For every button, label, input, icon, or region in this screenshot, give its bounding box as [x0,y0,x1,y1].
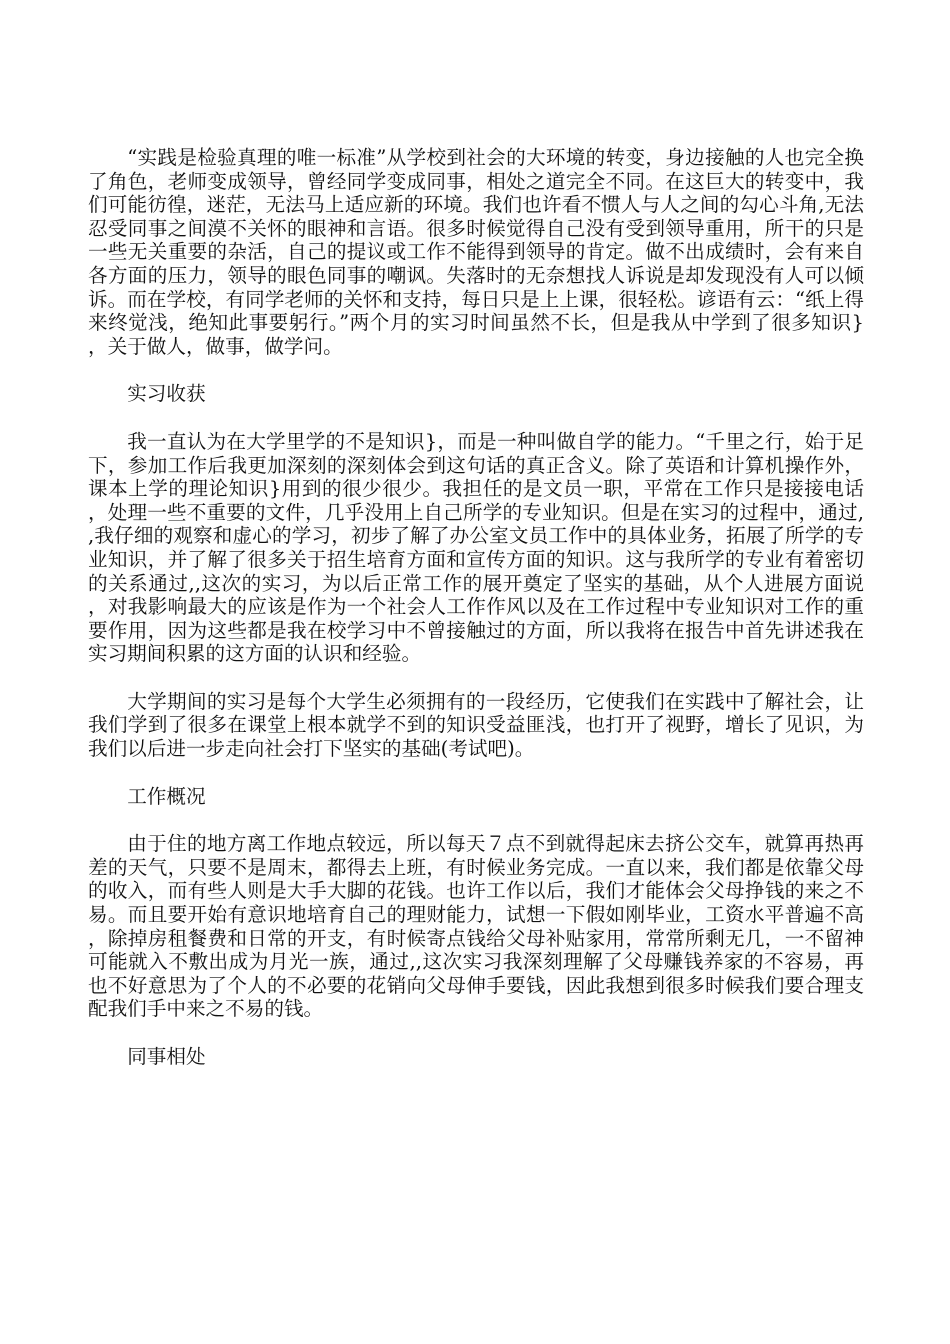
paragraph-work-overview: 由于住的地方离工作地点较远，所以每天７点不到就得起床去挤公交车，就算再热再差的天气，只要不是周末，都得去上班，有时候业务完成。一直以来，我们都是依靠父母的收入，而有些人则是大手大脚的花钱。也许工作以后，我们才能体会父母挣钱的来之不易。而且要开始有意识地培育自己的理财能力，试想一下假如刚毕业，工资水平普遍不高，除掉房租餐费和日常的开支，有时候寄点钱给父母补贴家用，常常所剩无几，一不留神可能就入不敷出成为月光一族，通过,,这次实习我深刻理解了父母赚钱养家的不容易，再也不好意思为了个人的不必要的花销向父母伸手要钱，因此我想到很多时候我们要合理支配我们手中来之不易的钱。 [88,832,864,1021]
document-page [88,146,864,1093]
paragraph-internship-gains: 我一直认为在大学里学的不是知识}，而是一种叫做自学的能力。“千里之行，始于足下，参加工作后我更加深刻的深刻体会到这句话的真正含义。除了英语和计算机操作外，课本上学的理论知识}用到的很少很少。我担任的是文员一职，平常在工作只是接接电话，处理一些不重要的文件，几乎没用上自己所学的专业知识。但是在实习的过程中，通过,,我仔细的观察和虚心的学习，初步了解了办公室文员工作中的具体业务，拓展了所学的专业知识，并了解了很多关于招生培育方面和宣传方面的知识。这与我所学的专业有着密切的关系通过,,这次的实习，为以后正常工作的展开奠定了坚实的基础，从个人进展方面说，对我影响最大的应该是作为一个社会人工作作风以及在工作过程中专业知识对工作的重要作用，因为这些都是我在校学习中不曾接触过的方面，所以我将在报告中首先讲述我在实习期间积累的这方面的认识和经验。 [88,429,864,666]
section-heading-internship-gains: 实习收获 [127,382,206,406]
paragraph-practice-intro: “实践是检验真理的唯一标准”从学校到社会的大环境的转变，身边接触的人也完全换了角色，老师变成领导，曾经同学变成同事，相处之道完全不同。在这巨大的转变中，我们可能彷徨，迷茫，无法马上适应新的环境。我们也许看不惯人与人之间的勾心斗角,无法忍受同事之间漠不关怀的眼神和言语。很多时候觉得自己没有受到领导重用，所干的只是一些无关重要的杂活，自己的提议或工作不能得到领导的肯定。做不出成绩时，会有来自各方面的压力，领导的眼色同事的嘲讽。失落时的无奈想找人诉说是却发现没有人可以倾诉。而在学校，有同学老师的关怀和支持，每日只是上上课，很轻松。谚语有云：“纸上得来终觉浅，绝知此事要躬行。”两个月的实习时间虽然不长，但是我从中学到了很多知识}，关于做人，做事，做学问。 [88,146,864,358]
section-heading-work-overview: 工作概况 [127,784,206,808]
section-heading-colleagues: 同事相处 [127,1045,206,1068]
paragraph-internship-value: 大学期间的实习是每个大学生必须拥有的一段经历，它使我们在实践中了解社会，让我们学到了很多在课堂上根本就学不到的知识受益匪浅，也打开了视野，增长了见识，为我们以后进一步走向社会打下坚实的基础(考试吧)。 [88,689,864,761]
